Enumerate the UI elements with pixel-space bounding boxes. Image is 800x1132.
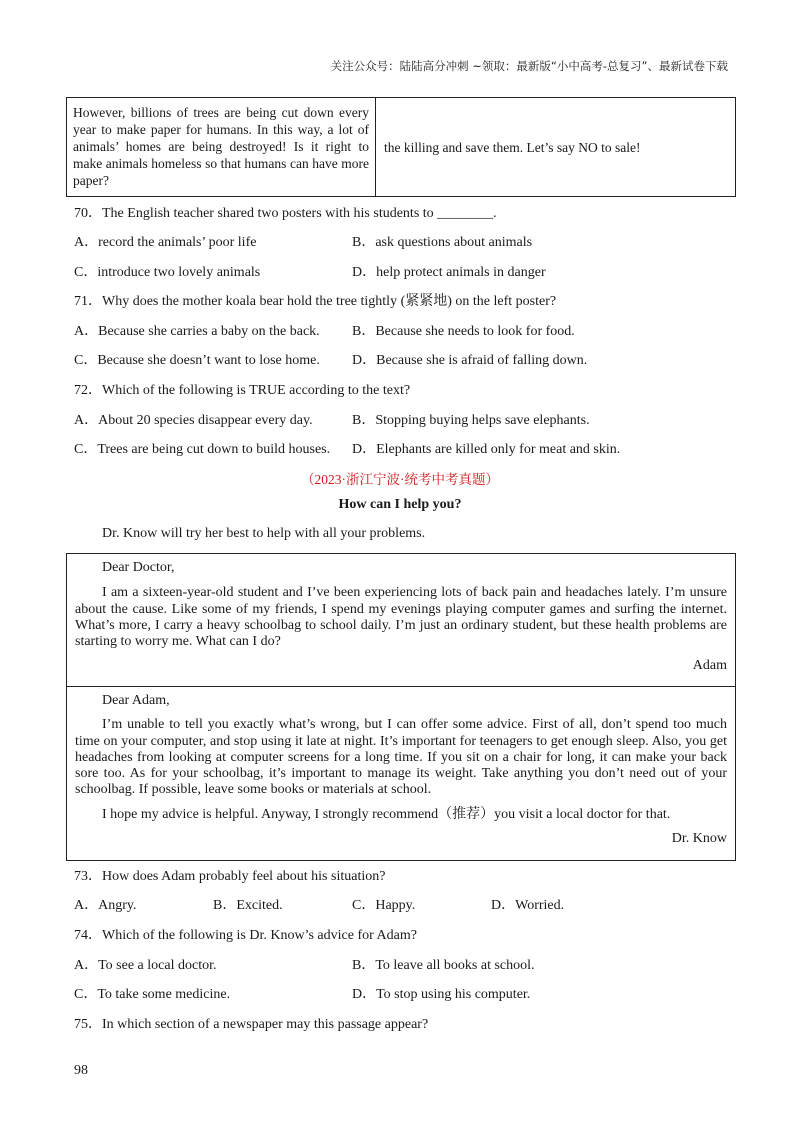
letter-from-adam: [66, 553, 736, 687]
letter2-signature: Dr. Know: [671, 831, 727, 847]
question-70-stem: 70．The English teacher shared two posters with his students to ________.: [74, 206, 497, 221]
letter1-greeting: Dear Doctor,: [102, 560, 175, 575]
question-70-option-b[interactable]: B．ask questions about animals: [352, 235, 533, 250]
poster-table: [66, 97, 736, 197]
question-74-option-b[interactable]: B．To leave all books at school.: [352, 958, 535, 973]
question-72-option-d[interactable]: D．Elephants are killed only for meat and skin.: [352, 442, 621, 457]
letter2-body: I’m unable to tell you exactly what’s wrong, but I can offer some advice. First of all, don’t spend too much time on your computer, and stop using it late at night. It’s important for teenagers to get enough sleep. Also, you get headaches from looking at computer screens for a long time. If you sit on a chair for long, it can make your back sore too. As for your schoolbag, it’s important to manage its weight. Take anything you don’t need out of your schoolbag. If possible, leave some books or materials at school.: [75, 717, 727, 798]
letter2-closing: I hope my advice is helpful. Anyway, I strongly recommend（推荐）you visit a local doctor for that.: [102, 806, 671, 822]
question-71-option-a[interactable]: A．Because she carries a baby on the back.: [74, 324, 320, 339]
question-70-option-d[interactable]: D．help protect animals in danger: [352, 265, 546, 280]
question-73-option-a[interactable]: A．Angry.: [74, 898, 137, 913]
passage-title: How can I help you?: [338, 497, 462, 512]
table-cell-right-text: the killing and save them. Let’s say NO to sale!: [384, 139, 641, 155]
question-74-stem: 74．Which of the following is Dr. Know’s advice for Adam?: [74, 928, 417, 943]
letter2-greeting: Dear Adam,: [102, 693, 170, 708]
table-cell-right: [376, 98, 735, 196]
question-74-option-c[interactable]: C．To take some medicine.: [74, 987, 231, 1002]
page-number: 98: [74, 1063, 88, 1078]
question-73-stem: 73．How does Adam probably feel about his situation?: [74, 869, 386, 884]
question-72-option-c[interactable]: C．Trees are being cut down to build houses.: [74, 442, 331, 457]
question-72-stem: 72．Which of the following is TRUE according to the text?: [74, 383, 411, 398]
question-72-option-a[interactable]: A．About 20 species disappear every day.: [74, 413, 313, 428]
question-71-option-c[interactable]: C．Because she doesn’t want to lose home.: [74, 353, 320, 368]
question-71-option-b[interactable]: B．Because she needs to look for food.: [352, 324, 575, 339]
question-71-option-d[interactable]: D．Because she is afraid of falling down.: [352, 353, 588, 368]
question-74-option-a[interactable]: A．To see a local doctor.: [74, 958, 217, 973]
letter-from-dr-know: [66, 686, 736, 861]
letter1-signature: Adam: [692, 658, 727, 674]
passage-source: （2023·浙江宁波·统考中考真题）: [301, 472, 499, 487]
question-73-option-c[interactable]: C．Happy.: [352, 898, 416, 913]
question-73-option-b[interactable]: B．Excited.: [213, 898, 283, 913]
question-72-option-b[interactable]: B．Stopping buying helps save elephants.: [352, 413, 590, 428]
question-70-option-a[interactable]: A．record the animals’ poor life: [74, 235, 257, 250]
question-70-option-c[interactable]: C．introduce two lovely animals: [74, 265, 261, 280]
question-75-stem: 75．In which section of a newspaper may this passage appear?: [74, 1017, 429, 1032]
table-cell-left: However, billions of trees are being cut down every year to make paper for humans. In this way, a lot of animals’ homes are being destroyed! Is it right to make animals homeless so that humans can have more paper?: [67, 98, 376, 196]
letter1-body: I am a sixteen-year-old student and I’ve been experiencing lots of back pain and headaches lately. I’m unsure about the cause. Like some of my friends, I spend my evenings playing computer games and surfing the internet. What’s more, I carry a heavy schoolbag to school daily. I’m just an ordinary student, but these health problems are starting to worry me. What can I do?: [75, 585, 727, 650]
passage-intro: Dr. Know will try her best to help with all your problems.: [102, 526, 426, 541]
page-header: 关注公众号：陆陆高分冲刺 ~领取：最新版“小中高考-总复习”、最新试卷下载: [330, 59, 728, 73]
question-71-stem: 71．Why does the mother koala bear hold the tree tightly (紧紧地) on the left poster?: [74, 294, 557, 309]
question-73-option-d[interactable]: D．Worried.: [491, 898, 565, 913]
question-74-option-d[interactable]: D．To stop using his computer.: [352, 987, 531, 1002]
